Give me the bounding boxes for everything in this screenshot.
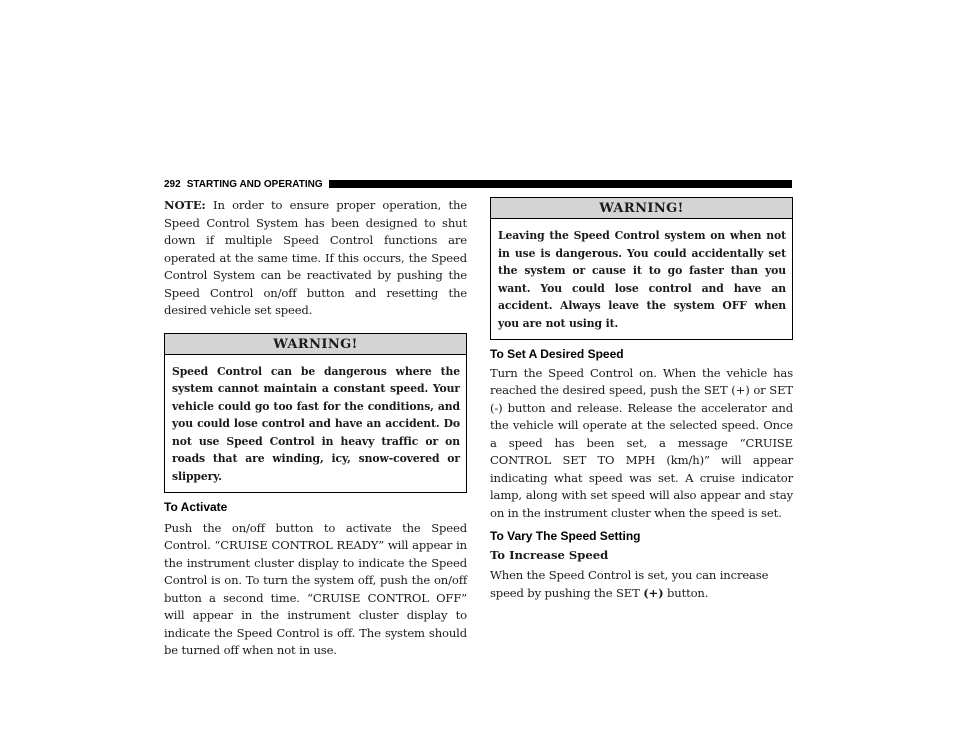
left-column bbox=[164, 197, 467, 660]
to-activate-paragraph: Push the on/off button to activate the Speed Control. “CRUISE CONTROL READY” will appear in the instrument cluster display to indicate the Speed Control is on. To turn the system off, push the on/off button a second time. “CRUISE CONTROL OFF” will appear in the instrument cluster display to indicate the Speed Control is off. The system should be turned off when not in use. bbox=[164, 520, 467, 658]
to-activate-heading: To Activate bbox=[164, 499, 228, 514]
note-label: NOTE: bbox=[164, 198, 206, 212]
set-desired-speed-heading: To Set A Desired Speed bbox=[490, 346, 624, 361]
note-paragraph bbox=[164, 197, 467, 320]
warning-text: Leaving the Speed Control system on when not in use is dangerous. You could accidentally set the system or cause it to go faster than you want. You could lose control and have an accident. Always leave the system OFF when you are not using it. bbox=[498, 229, 786, 330]
warning-title: WARNING! bbox=[165, 334, 466, 355]
increase-speed-text: When the Speed Control is set, you can increase speed by pushing the SET bbox=[490, 568, 769, 600]
right-column bbox=[490, 197, 793, 602]
warning-text: Speed Control can be dangerous where the system cannot maintain a constant speed. Your vehicle could go too fast for the conditions, and you could lose control and have an accident. Do not use Speed Control in heavy traffic or on roads that are winding, icy, snow-covered or slippery. bbox=[172, 364, 460, 484]
header-rule bbox=[329, 180, 792, 188]
section-title: STARTING AND OPERATING bbox=[186, 178, 323, 190]
note-text: In order to ensure proper operation, the Speed Control System has been designed to shut down if multiple Speed Control functions are operated at the same time. If this occurs, the Speed Control System can be reactivated by pushing the Speed Control on/off button and resetting the desired vehicle set speed. bbox=[164, 198, 467, 317]
warning-title: WARNING! bbox=[491, 198, 792, 219]
set-plus-label: (+) bbox=[643, 585, 664, 600]
speed-control-warning-box bbox=[164, 333, 467, 493]
leaving-speed-control-warning-box bbox=[490, 197, 793, 340]
increase-speed-subheading: To Increase Speed bbox=[490, 548, 609, 563]
vary-speed-heading: To Vary The Speed Setting bbox=[490, 529, 641, 544]
increase-speed-text-end: button. bbox=[663, 585, 709, 600]
set-desired-speed-paragraph: Turn the Speed Control on. When the vehicle has reached the desired speed, push the SET (+) or SET (-) button and release. Release the accelerator and the vehicle will operate at the selected speed. Once a speed has been set, a message “CRUISE CONTROL SET TO MPH (km/h)” will appear indicating what speed was set. A cruise indicator lamp, along with set speed will also appear and stay on in the instrument cluster when the speed is set. bbox=[490, 365, 793, 520]
page-number: 292 bbox=[164, 178, 181, 190]
page-header bbox=[164, 178, 792, 190]
increase-speed-paragraph bbox=[490, 567, 793, 602]
